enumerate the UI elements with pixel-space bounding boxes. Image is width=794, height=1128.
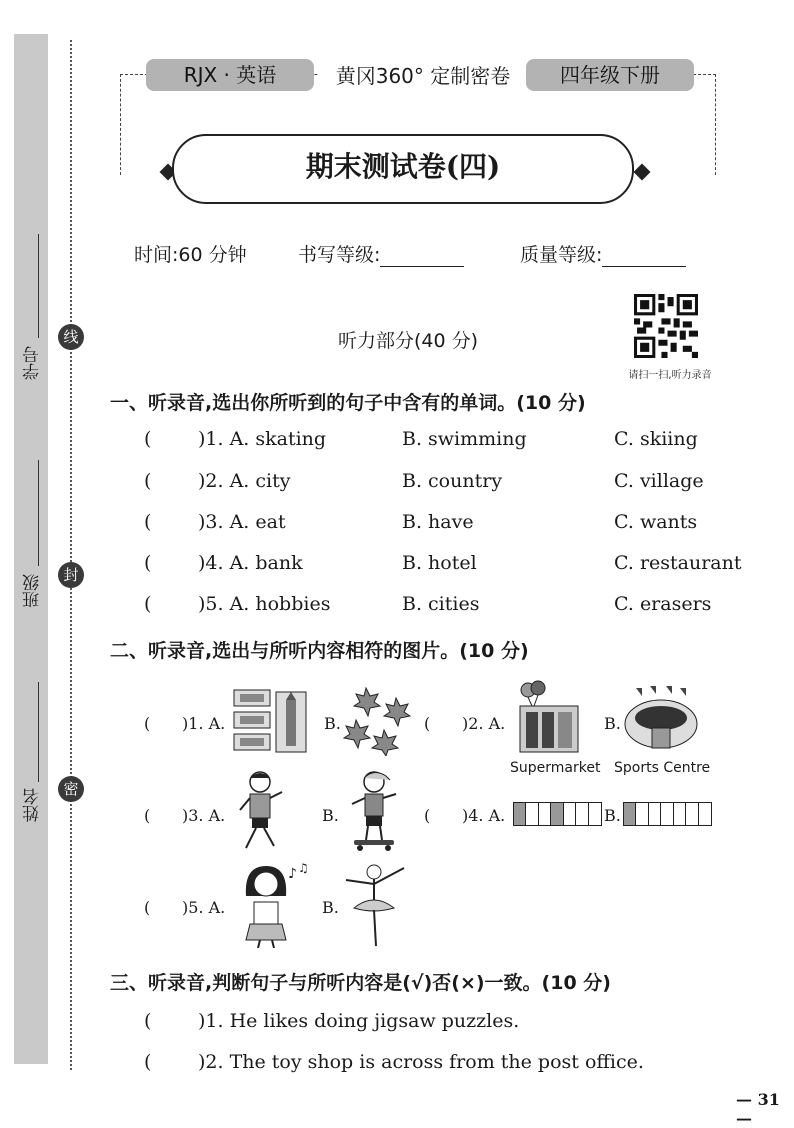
time-info: 时间:60 分钟 xyxy=(134,244,247,266)
answer-paren: ( xyxy=(144,1051,152,1073)
listening-part-title: 听力部分(40 分) xyxy=(338,330,479,352)
svg-text:♫: ♫ xyxy=(298,862,309,875)
writing-grade xyxy=(298,240,464,267)
seal-seal: 封 xyxy=(58,562,84,588)
answer-paren: ( xyxy=(144,470,152,492)
s2-q5-a: )5. A. xyxy=(182,898,226,917)
name-line xyxy=(38,682,39,782)
qr-caption: 请扫一扫,听力录音 xyxy=(628,370,712,381)
s2-q1-b: B. xyxy=(324,714,341,733)
option-a: )3. A. eat xyxy=(198,511,286,533)
svg-text:♪: ♪ xyxy=(288,866,297,882)
binding-line xyxy=(70,40,72,1070)
quality-grade-blank xyxy=(602,248,686,267)
answer-paren: ( xyxy=(144,593,152,615)
s2-q3-a: )3. A. xyxy=(182,806,226,825)
s2-q1-a: )1. A. xyxy=(182,714,226,733)
answer-paren: ( xyxy=(144,428,152,450)
statement: )1. He likes doing jigsaw puzzles. xyxy=(198,1010,520,1032)
statement: )2. The toy shop is across from the post office. xyxy=(198,1051,644,1073)
s2-q4-b: B. xyxy=(604,806,621,825)
class-label: 班级 xyxy=(23,574,43,608)
s2-q3-b: B. xyxy=(322,806,339,825)
s2-q5-b: B. xyxy=(322,898,339,917)
s2-q1-paren: ( xyxy=(144,714,151,733)
seal-secret: 密 xyxy=(58,776,84,802)
option-b: B. country xyxy=(402,470,503,492)
writing-grade-blank xyxy=(380,248,464,267)
supermarket-icon xyxy=(514,680,584,756)
skateboard-boy-icon xyxy=(348,770,400,854)
s2-q3-paren: ( xyxy=(144,806,151,825)
option-a: )1. A. skating xyxy=(198,428,327,450)
bar-diagram-b xyxy=(624,802,712,826)
bar-diagram-a xyxy=(514,802,602,826)
student-id-label: 学号 xyxy=(23,346,43,380)
section2-title: 二、听录音,选出与所听内容相符的图片。(10 分) xyxy=(110,640,529,662)
writing-grade-label: 书写等级: xyxy=(298,244,381,266)
section1-title: 一、听录音,选出你所听到的句子中含有的单词。(10 分) xyxy=(110,392,586,414)
quality-grade-label: 质量等级: xyxy=(520,244,603,266)
s2-q5-paren: ( xyxy=(144,898,151,917)
stamps-icon xyxy=(232,686,312,758)
sports-centre-caption: Sports Centre xyxy=(614,760,711,776)
option-b: B. cities xyxy=(402,593,480,615)
series-name: 黄冈360° 定制密卷 xyxy=(318,60,528,92)
subject-tag: RJX · 英语 xyxy=(146,59,314,91)
option-a: )4. A. bank xyxy=(198,552,303,574)
quality-grade xyxy=(520,240,686,267)
singing-girl-icon xyxy=(238,862,310,948)
maple-leaves-icon xyxy=(342,684,414,756)
supermarket-caption: Supermarket xyxy=(510,760,601,776)
name-label: 姓名 xyxy=(23,788,43,822)
exam-title: 期末测试卷(四) xyxy=(305,150,501,183)
option-c: C. village xyxy=(614,470,704,492)
sports-centre-icon xyxy=(622,684,700,754)
option-a: )2. A. city xyxy=(198,470,291,492)
running-boy-icon xyxy=(238,770,286,854)
option-c: C. erasers xyxy=(614,593,712,615)
s2-q4-a: )4. A. xyxy=(462,806,506,825)
page-number: — 31 — xyxy=(736,1090,780,1128)
option-b: B. have xyxy=(402,511,474,533)
s2-q2-paren: ( xyxy=(424,714,431,733)
option-c: C. wants xyxy=(614,511,698,533)
qr-code-icon xyxy=(634,294,698,358)
student-id-line xyxy=(38,234,39,338)
grade-tag: 四年级下册 xyxy=(526,59,694,91)
option-c: C. restaurant xyxy=(614,552,742,574)
answer-paren: ( xyxy=(144,552,152,574)
s2-q2-b: B. xyxy=(604,714,621,733)
section3-title: 三、听录音,判断句子与所听内容是(√)否(×)一致。(10 分) xyxy=(110,972,611,994)
s2-q4-paren: ( xyxy=(424,806,431,825)
seal-line: 线 xyxy=(58,324,84,350)
ballet-dancer-icon xyxy=(340,862,410,948)
option-a: )5. A. hobbies xyxy=(198,593,331,615)
option-b: B. hotel xyxy=(402,552,477,574)
class-line xyxy=(38,460,39,566)
answer-paren: ( xyxy=(144,511,152,533)
option-b: B. swimming xyxy=(402,428,527,450)
answer-paren: ( xyxy=(144,1010,152,1032)
s2-q2-a: )2. A. xyxy=(462,714,506,733)
option-c: C. skiing xyxy=(614,428,698,450)
margin-strip xyxy=(14,34,48,1064)
